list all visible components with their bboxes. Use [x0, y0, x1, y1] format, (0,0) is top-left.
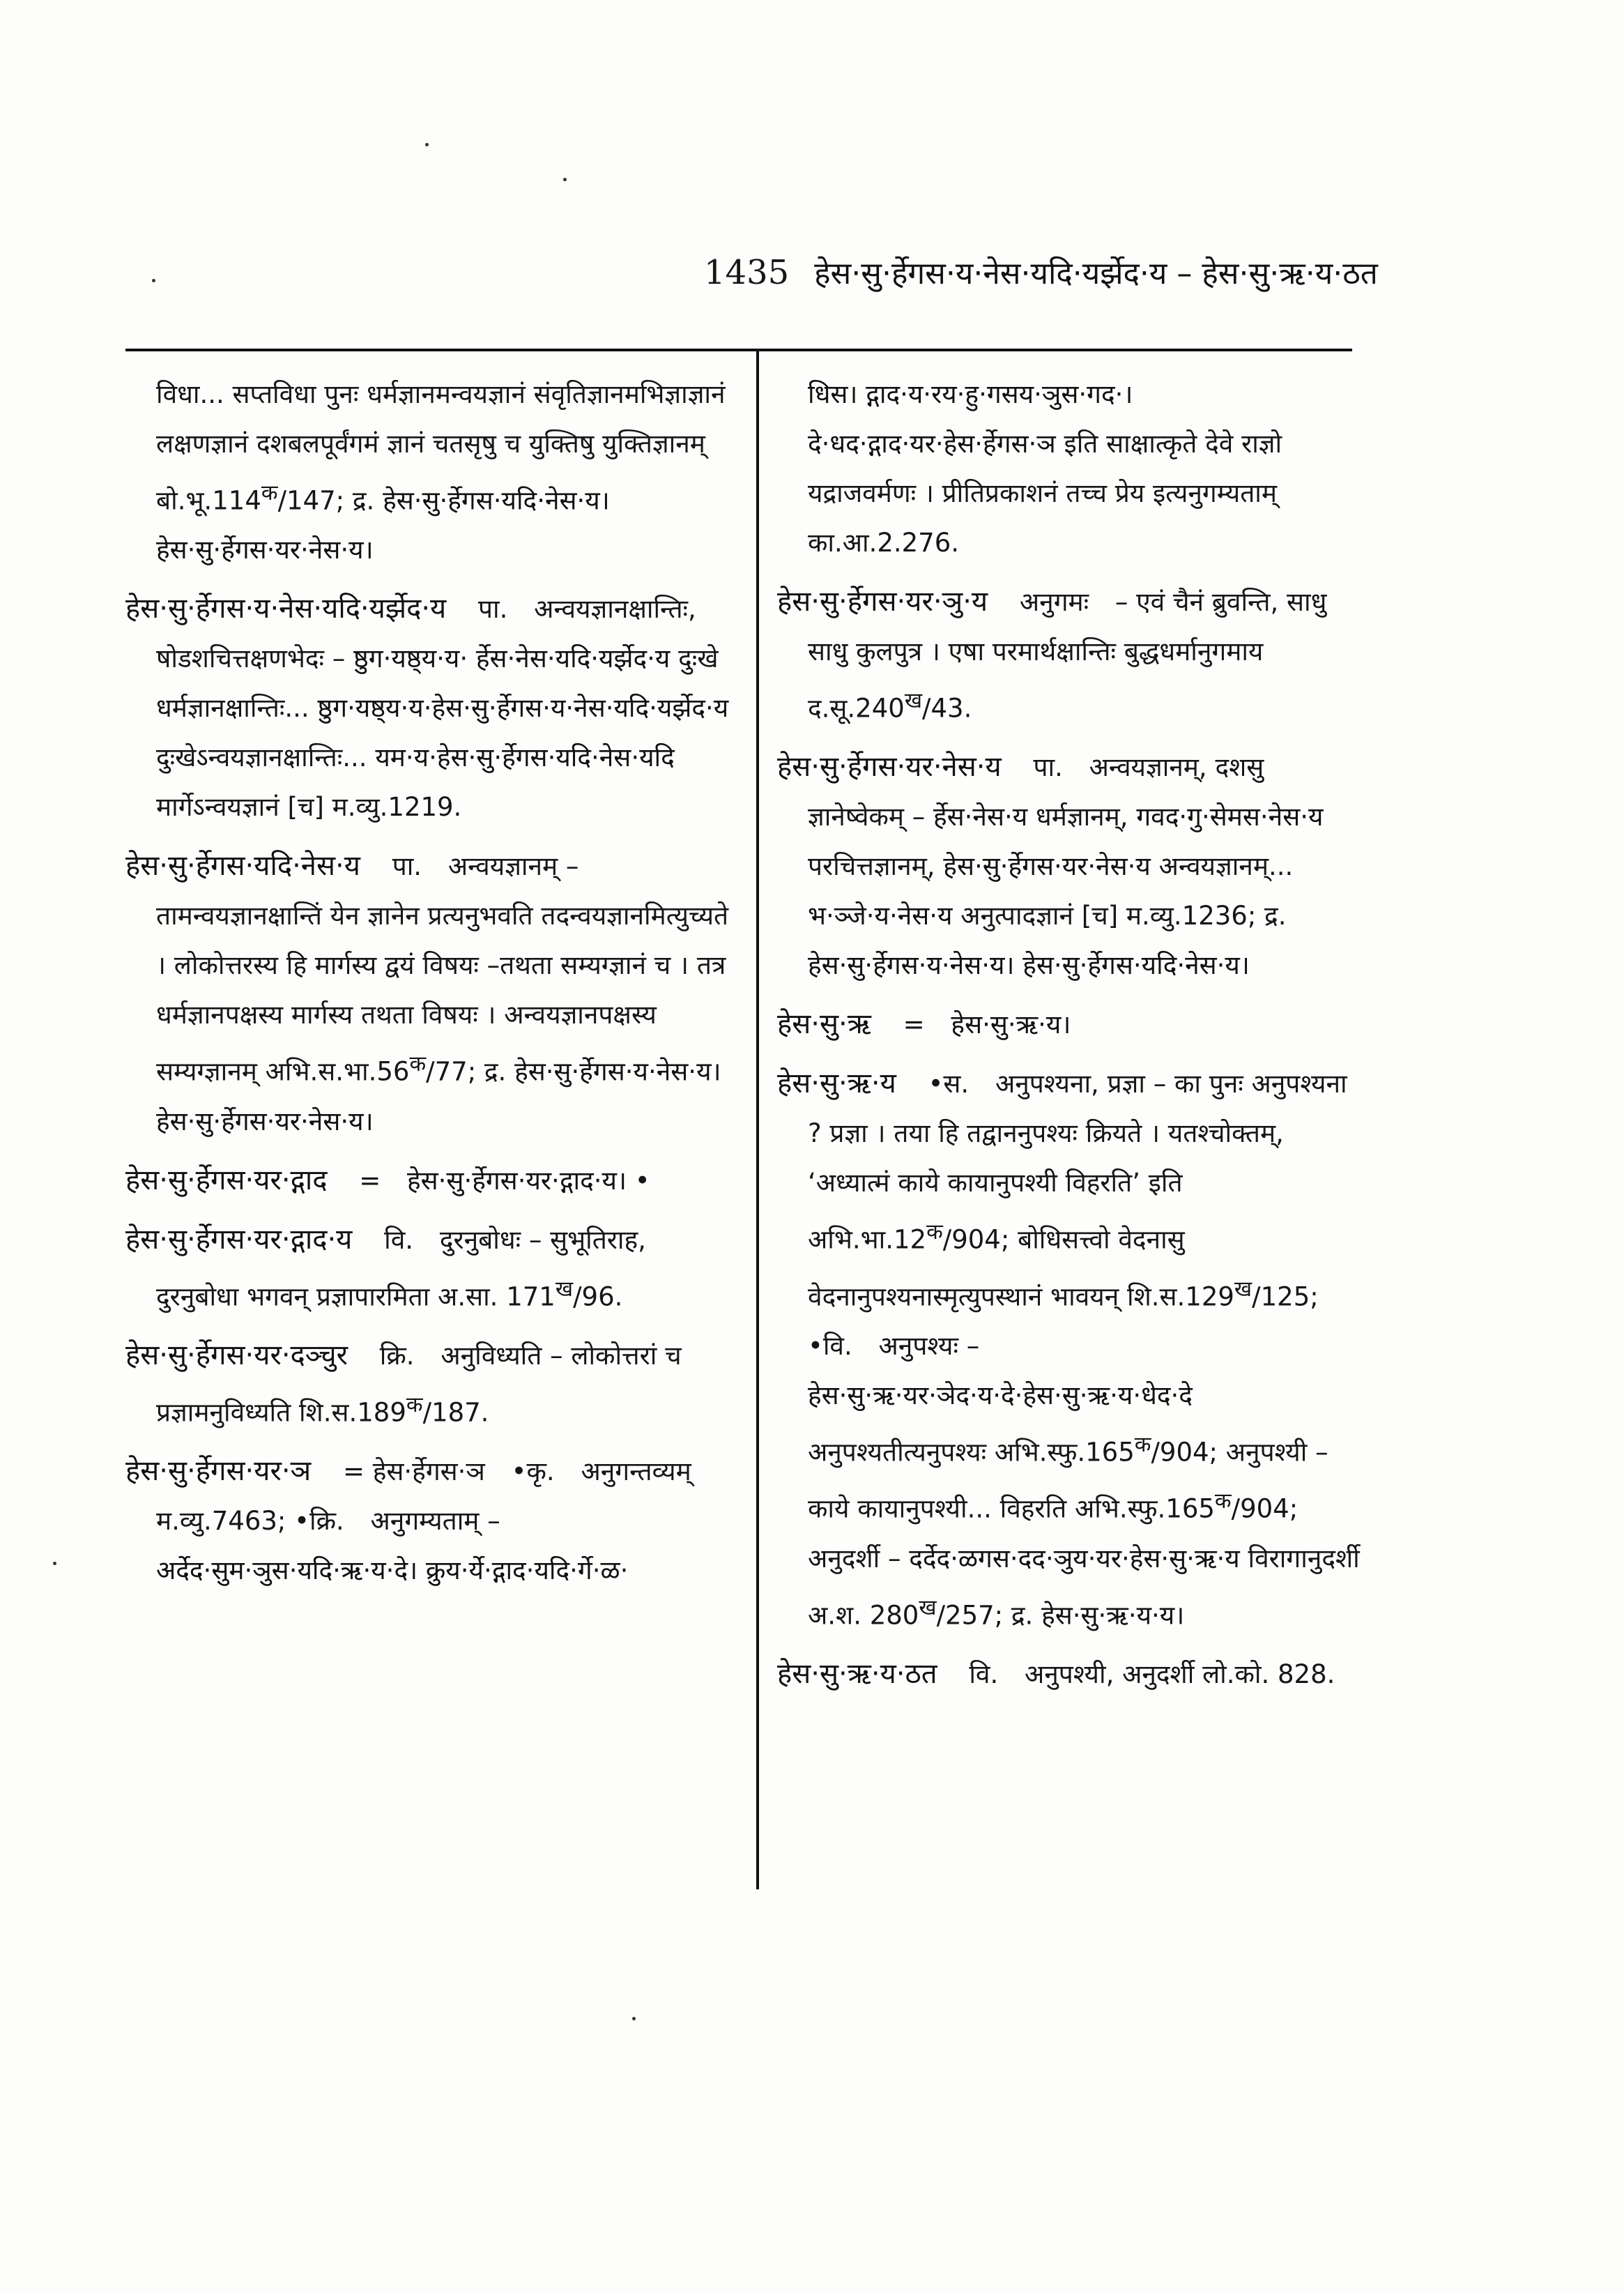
entry-headword: हेस·सु·ऋ·य·ठत — [777, 1657, 937, 1690]
grammar-tag: पा. — [392, 851, 422, 882]
grammar-tag: •वि. — [808, 1330, 852, 1361]
entry-headword: हेस·सु·ऋ·य — [777, 1067, 896, 1100]
continued-entry: विधा... सप्तविधा पुनः धर्मज्ञानमन्वयज्ञानं संवृतिज्ञानमभिज्ञाज्ञानं लक्षणज्ञानं दशबलपूर्वंगमं ज्ञानं चतसृषु च युक्तिषु युक्तिज्ञानम् $बो.भू.114^क/147$; द्र. हेस·सु·र्हेगस·यदि·नेस·य। हेस·सु·र्हेगस·यर·नेस·य। — [156, 379, 726, 565]
tibetan-crossref: हेस·सु·र्हेगस·यर·नेस·य। — [156, 535, 374, 565]
dictionary-entry: हेस·सु·र्हेगस·यर·ञु·य अनुगमः – एवं चैनं ब्रुवन्ति, साधु साधु कुलपुत्र । एषा परमार्थक्षान्तिः बुद्धधर्मानुगमाय $द.सू.240^ख/43$. — [777, 586, 1327, 724]
dictionary-entry: हेस·सु·र्हेगस·यदि·नेस·य पा. अन्वयज्ञानम् – तामन्वयज्ञानक्षान्तिं येन ज्ञानेन प्रत्यनुभवति तदन्वयज्ञानमित्युच्यते । लोकोत्तरस्य हि मार्गस्य द्वयं विषयः –तथता सम्यग्ज्ञानं च । तत्र धर्मज्ञानपक्षस्य मार्गस्य तथता विषयः । अन्वयज्ञानपक्षस्य सम्यग्ज्ञानम् $अभि.स.भा.56^क/77$; द्र. हेस·सु·र्हेगस·य·नेस·य। हेस·सु·र्हेगस·यर·नेस·य। — [125, 850, 729, 1136]
left-column — [125, 370, 735, 1605]
column-divider — [756, 349, 759, 1889]
grammar-tag: •स. — [928, 1069, 970, 1099]
entry-headword: हेस·सु·र्हेगस·यदि·नेस·य — [125, 850, 360, 883]
grammar-tag: पा. — [478, 594, 508, 625]
entry-headword: हेस·सु·र्हेगस·यर·नेस·य — [777, 751, 1002, 784]
grammar-tag: •कृ. — [511, 1456, 555, 1487]
entry-headword: हेस·सु·ऋ — [777, 1008, 871, 1041]
entry-headword: हेस·सु·र्हेगस·यर·दञ्चुर — [125, 1339, 348, 1371]
grammar-tag: •क्रि. — [294, 1506, 344, 1537]
dictionary-entry: हेस·सु·र्हेगस·य·नेस·यदि·यर्झेद·य पा. अन्वयज्ञानक्षान्तिः, षोडशचित्तक्षणभेदः – ष्ठुग·यष्ठ्य·य· र्हेस·नेस·यदि·यर्झेद·य दुःखे धर्मज्ञानक्षान्तिः... ष्ठुग·यष्ठ्य·य·हेस·सु·र्हेगस·य·नेस·यदि·यर्झेद·य दुःखेऽन्वयज्ञानक्षान्तिः... यम·य·हेस·सु·र्हेगस·यदि·नेस·यदि मार्गेऽन्वयज्ञानं [च] म.व्यु.1219. — [125, 593, 729, 823]
grammar-tag: वि. — [384, 1224, 414, 1255]
continued-entry: धिस। द्गाद·य·रय·हु·गसय·ञुस·गद·। दे·धद·द्गाद·यर·हेस·र्हेगस·ञ इति साक्षात्कृते देवे राज्ञो यद्राजवर्मणः । प्रीतिप्रकाशनं तच्च प्रेय इत्यनुगम्यताम् का.आ.2.276. — [808, 379, 1282, 558]
header-rule — [125, 349, 1352, 351]
running-header — [704, 251, 1401, 293]
dictionary-entry: हेस·सु·ऋ·य·ठत वि. अनुपश्यी, अनुदर्शी लो.को. 828. — [777, 1657, 1335, 1690]
entry-headword: हेस·सु·र्हेगस·यर·द्गाद — [125, 1164, 328, 1196]
dictionary-entry: हेस·सु·र्हेगस·यर·द्गाद·य वि. दुरनुबोधः – सुभूतिराह, दुरनुबोधा भगवन् प्रज्ञापारमिता अ.सा. $171^ख/96$. — [125, 1223, 646, 1311]
page-number: 1435 — [704, 253, 790, 292]
right-column — [777, 370, 1366, 1709]
entry-headword: हेस·सु·र्हेगस·यर·ञ — [125, 1455, 312, 1488]
scan-speck — [563, 178, 567, 181]
grammar-tag: पा. — [1033, 752, 1063, 783]
dictionary-entry: हेस·सु·र्हेगस·यर·दञ्चुर क्रि. अनुविध्यति – लोकोत्तरां च प्रज्ञामनुविध्यति $शि.स.189^क/187$. — [125, 1339, 682, 1428]
dictionary-entry: हेस·सु·ऋ = हेस·सु·ऋ·य। — [777, 1008, 1071, 1041]
dictionary-entry: हेस·सु·र्हेगस·यर·नेस·य पा. अन्वयज्ञानम्, दशसु ज्ञानेष्वेकम् – र्हेस·नेस·य धर्मज्ञानम्, गवद·गु·सेमस·नेस·य परचित्तज्ञानम्, हेस·सु·र्हेगस·यर·नेस·य अन्वयज्ञानम्... भ·ञ्जे·य·नेस·य अनुत्पादज्ञानं [च] म.व्यु.1236; द्र. हेस·सु·र्हेगस·य·नेस·य। हेस·सु·र्हेगस·यदि·नेस·य। — [777, 751, 1324, 981]
grammar-tag: क्रि. — [379, 1340, 415, 1371]
grammar-tag: वि. — [969, 1659, 999, 1689]
scan-speck — [152, 279, 155, 282]
scan-speck — [53, 1562, 56, 1565]
bullet-mark: • — [634, 1165, 650, 1196]
dictionary-entry: हेस·सु·ऋ·य •स. अनुपश्यना, प्रज्ञा – का पुनः अनुपश्यना ? प्रज्ञा । तया हि तद्वाननुपश्यः क्रियते । यतश्चोक्तम्, ‘अध्यात्मं काये कायानुपश्यी विहरति’ इति $अभि.भा.12^क/904$; बोधिसत्त्वो वेदनासु वेदनानुपश्यनास्मृत्युपस्थानं भावयन् $शि.स.129^ख/125$; •वि. अनुपश्यः – हेस·सु·ऋ·यर·ञेद·य·दे·हेस·सु·ऋ·य·धेद·दे अनुपश्यतीत्यनुपश्यः $अभि.स्फु.165^क/904$; अनुपश्यी – काये कायानुपश्यी... विहरति $अभि.स्फु.165^क/904$; अनुदर्शी – दर्देद·ळगस·दद·ञुय·यर·हेस·सु·ऋ·य विरागानुदर्शी अ.श. $280^ख/257$; द्र. हेस·सु·ऋ·य·य। — [777, 1067, 1360, 1630]
running-head: हेस·सु·र्हेगस·य·नेस·यदि·यर्झेद·य – हेस·सु·ऋ·य·ठत — [814, 256, 1378, 291]
dictionary-entry: हेस·सु·र्हेगस·यर·ञ = हेस·र्हेगस·ञ •कृ. अनुगन्तव्यम् म.व्यु.7463; •क्रि. अनुगम्यताम् – अर्देद·सुम·ञुस·यदि·ऋ·य·दे। क्रुय·र्ये·द्गाद·यदि·र्गे·ळ· — [125, 1455, 691, 1586]
entry-headword: हेस·सु·र्हेगस·यर·ञु·य — [777, 586, 988, 618]
scan-speck — [425, 143, 429, 146]
scan-speck — [632, 2017, 636, 2020]
entry-headword: हेस·सु·र्हेगस·यर·द्गाद·य — [125, 1223, 353, 1256]
dictionary-entry: हेस·सु·र्हेगस·यर·द्गाद = हेस·सु·र्हेगस·यर·द्गाद·य। • — [125, 1164, 650, 1196]
entry-headword: हेस·सु·र्हेगस·य·नेस·यदि·यर्झेद·य — [125, 593, 447, 625]
tibetan-crossref: हेस·सु·र्हेगस·यदि·नेस·य। — [383, 485, 610, 516]
